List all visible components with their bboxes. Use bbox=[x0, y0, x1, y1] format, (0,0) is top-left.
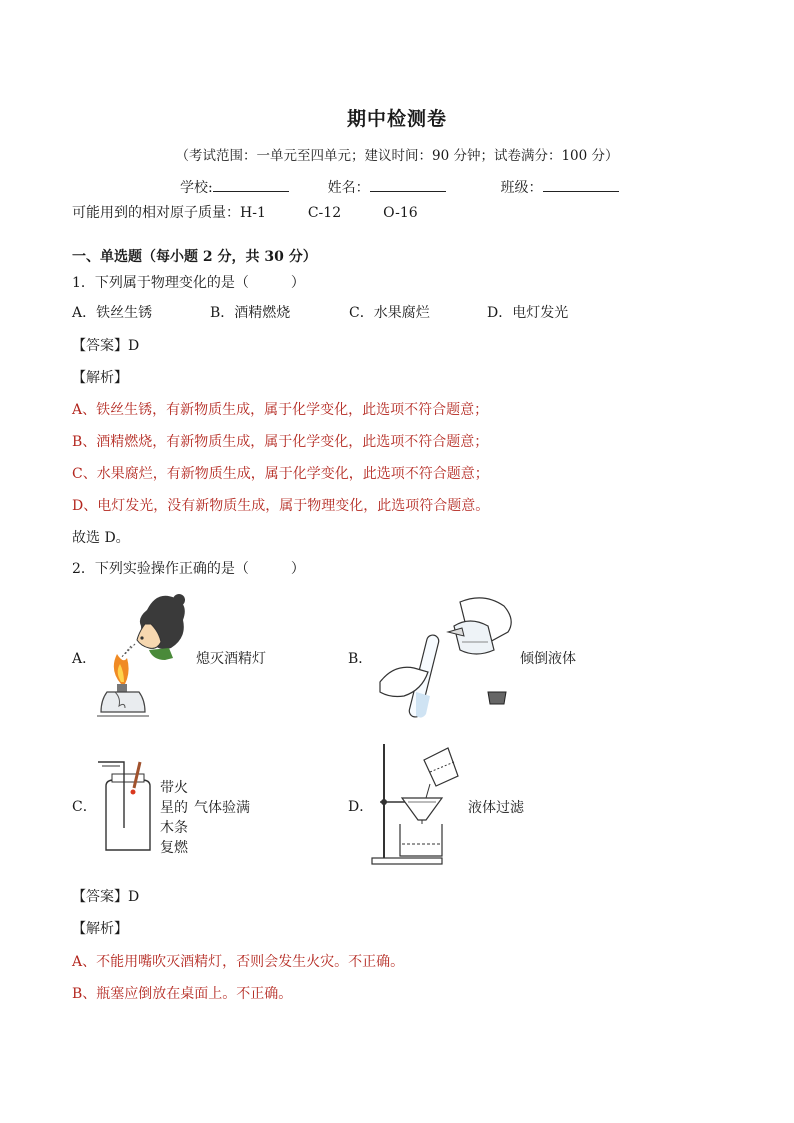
section-heading: 一、单选题（每小题 2 分，共 30 分） bbox=[72, 249, 317, 265]
gas-collection-bottle-illustration bbox=[94, 758, 164, 854]
class-label: 班级： bbox=[500, 180, 543, 196]
q1-option-d: D．电灯发光 bbox=[487, 305, 569, 321]
q1-option-b: B．酒精燃烧 bbox=[210, 305, 291, 321]
exam-subtitle: （考试范围：一单元至四单元；建议时间：90 分钟；试卷满分：100 分） bbox=[175, 148, 619, 164]
q2-option-a-letter: A． bbox=[72, 651, 97, 667]
q2-caption-c-side bbox=[160, 778, 188, 858]
caption-c-line3: 木条 bbox=[160, 820, 188, 836]
q1-analysis-b: B、酒精燃烧，有新物质生成，属于化学变化，此选项不符合题意； bbox=[72, 434, 489, 450]
q2-caption-a: 熄灭酒精灯 bbox=[196, 651, 266, 667]
q2-caption-c: 气体验满 bbox=[194, 800, 250, 816]
q2-option-d-letter: D． bbox=[348, 799, 374, 815]
pouring-liquid-illustration bbox=[376, 592, 520, 722]
q2-answer: 【答案】D bbox=[72, 889, 140, 905]
q1-stem: 1．下列属于物理变化的是（ ） bbox=[72, 275, 305, 291]
name-label: 姓名： bbox=[327, 180, 370, 196]
q2-analysis-a: A、不能用嘴吹灭酒精灯，否则会发生火灾。不正确。 bbox=[72, 954, 405, 970]
q2-stem: 2．下列实验操作正确的是（ ） bbox=[72, 561, 305, 577]
q1-conclusion: 故选 D。 bbox=[72, 530, 130, 546]
school-blank[interactable] bbox=[213, 177, 289, 192]
q1-analysis-d: D、电灯发光，没有新物质生成，属于物理变化，此选项符合题意。 bbox=[72, 498, 490, 514]
q2-caption-d: 液体过滤 bbox=[468, 800, 524, 816]
q2-option-b-letter: B． bbox=[348, 651, 373, 667]
q1-analysis-label: 【解析】 bbox=[72, 370, 128, 386]
q1-analysis-a: A、铁丝生锈，有新物质生成，属于化学变化，此选项不符合题意； bbox=[72, 402, 489, 418]
info-row bbox=[180, 177, 619, 197]
filtration-setup-illustration bbox=[370, 740, 470, 868]
exam-title: 期中检测卷 bbox=[346, 108, 447, 130]
caption-c-line2: 星的 bbox=[160, 800, 188, 816]
alcohol-lamp-blowing-illustration bbox=[95, 588, 195, 724]
q1-answer: 【答案】D bbox=[72, 338, 140, 354]
q2-analysis-label: 【解析】 bbox=[72, 921, 128, 937]
q2-option-c-letter: C． bbox=[72, 799, 97, 815]
q2-caption-b: 倾倒液体 bbox=[520, 651, 576, 667]
q1-option-c: C．水果腐烂 bbox=[349, 305, 430, 321]
class-blank[interactable] bbox=[543, 177, 619, 192]
atomic-mass-line: 可能用到的相对原子质量：H-1 C-12 O-16 bbox=[72, 205, 418, 221]
name-blank[interactable] bbox=[370, 177, 446, 192]
caption-c-line4: 复燃 bbox=[160, 840, 188, 856]
school-label: 学校: bbox=[180, 180, 213, 196]
caption-c-line1: 带火 bbox=[160, 780, 188, 796]
q2-analysis-b: B、瓶塞应倒放在桌面上。不正确。 bbox=[72, 986, 293, 1002]
q1-option-a: A．铁丝生锈 bbox=[72, 305, 153, 321]
q1-analysis-c: C、水果腐烂，有新物质生成，属于化学变化，此选项不符合题意； bbox=[72, 466, 489, 482]
